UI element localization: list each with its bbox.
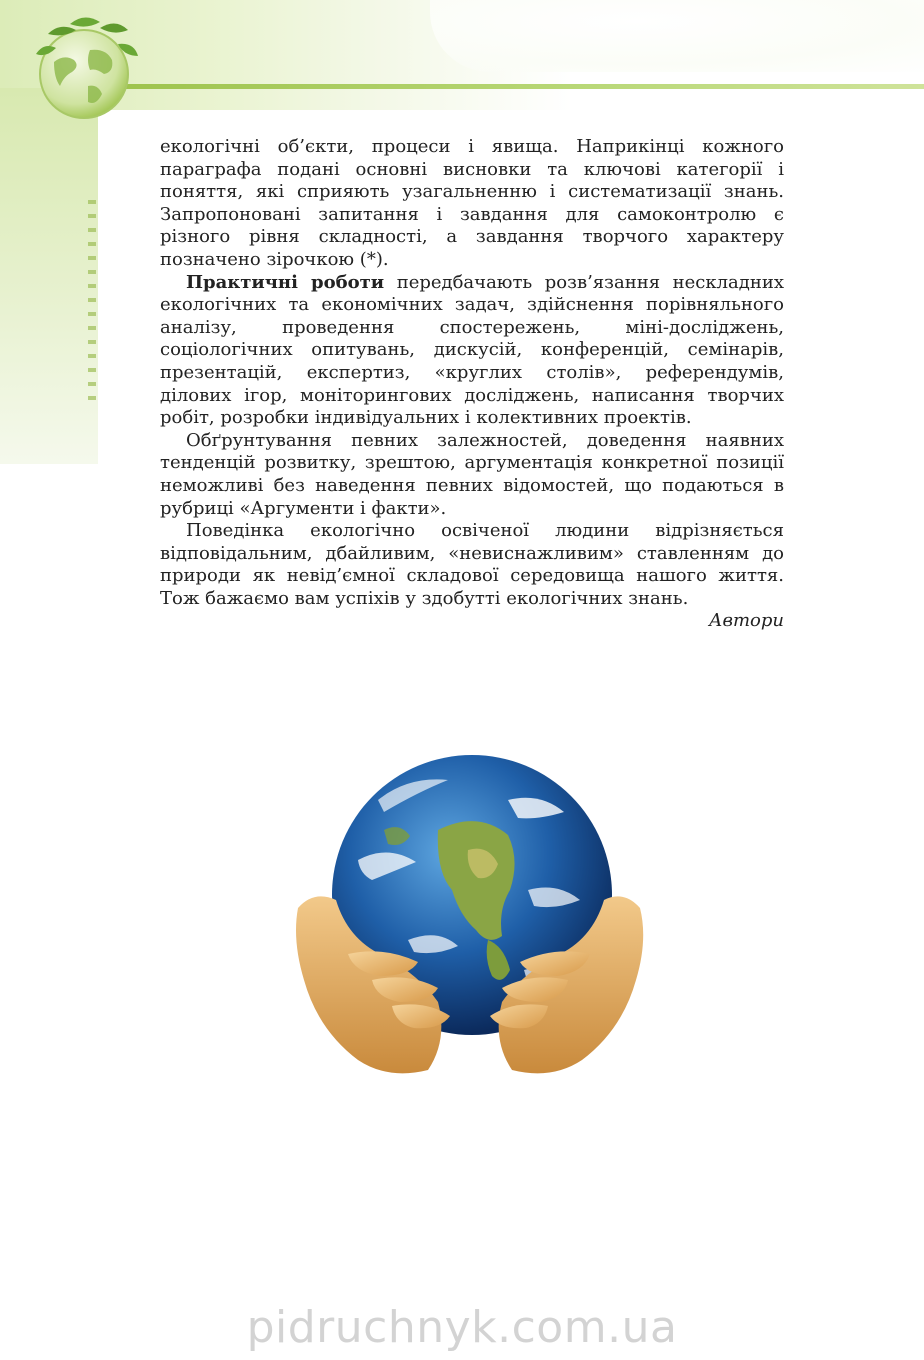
paragraph-arguments: Обґрунтування певних залежностей, доведення наявних тенденцій розвитку, зрештою, аргументація конкретної позиції неможливі без наведення певних відомостей, що подаються в рубриці «Аргументи і факти». [160,429,784,519]
paragraph-ecological-behavior: Поведінка екологічно освіченої людини відрізняється відповідальним, дбайливим, «невиснажливим» ставленням до природи як невід’ємної складової середовища нашого життя. Тож бажаємо вам успіхів у здобутті екологічних знань. [160,520,784,609]
practical-works-text: передбачають розв’язання нескладних екологічних та економічних задач, здійснення порівняльного аналізу, проведення спостережень, міні-досліджень, соціологічних опитувань, дискусій, конференцій, семінарів, презентацій, експертиз, «круглих столів», референдумів, ділових ігор, моніторингових досліджень, написання творчих робіт, розробки індивідуальних і колективних проектів. [160,271,784,429]
earth-in-hands-illustration [288,740,650,1100]
watermark: pidruchnyk.com.ua [246,1302,678,1353]
signature-authors: Автори [708,610,784,632]
paragraph-intro-continuation: екологічні об’єкти, процеси і явища. Наприкінці кожного параграфа подані основні висновки та ключові категорії і поняття, які сприяють узагальненню і систематизації знань. Запропоновані запитання і завдання для самоконтролю є різного рівня складності, а завдання творчого характеру позначено зірочкою (*). [160,136,784,270]
globe-with-leaves-icon [30,14,142,126]
paragraph-practical-works [160,272,784,430]
practical-works-heading: Практичні роботи [186,271,385,293]
header-rule [92,84,924,89]
side-dots-decoration [88,200,96,400]
side-band [0,88,98,464]
header-cloud-decoration [430,0,924,72]
page-body [160,136,784,633]
